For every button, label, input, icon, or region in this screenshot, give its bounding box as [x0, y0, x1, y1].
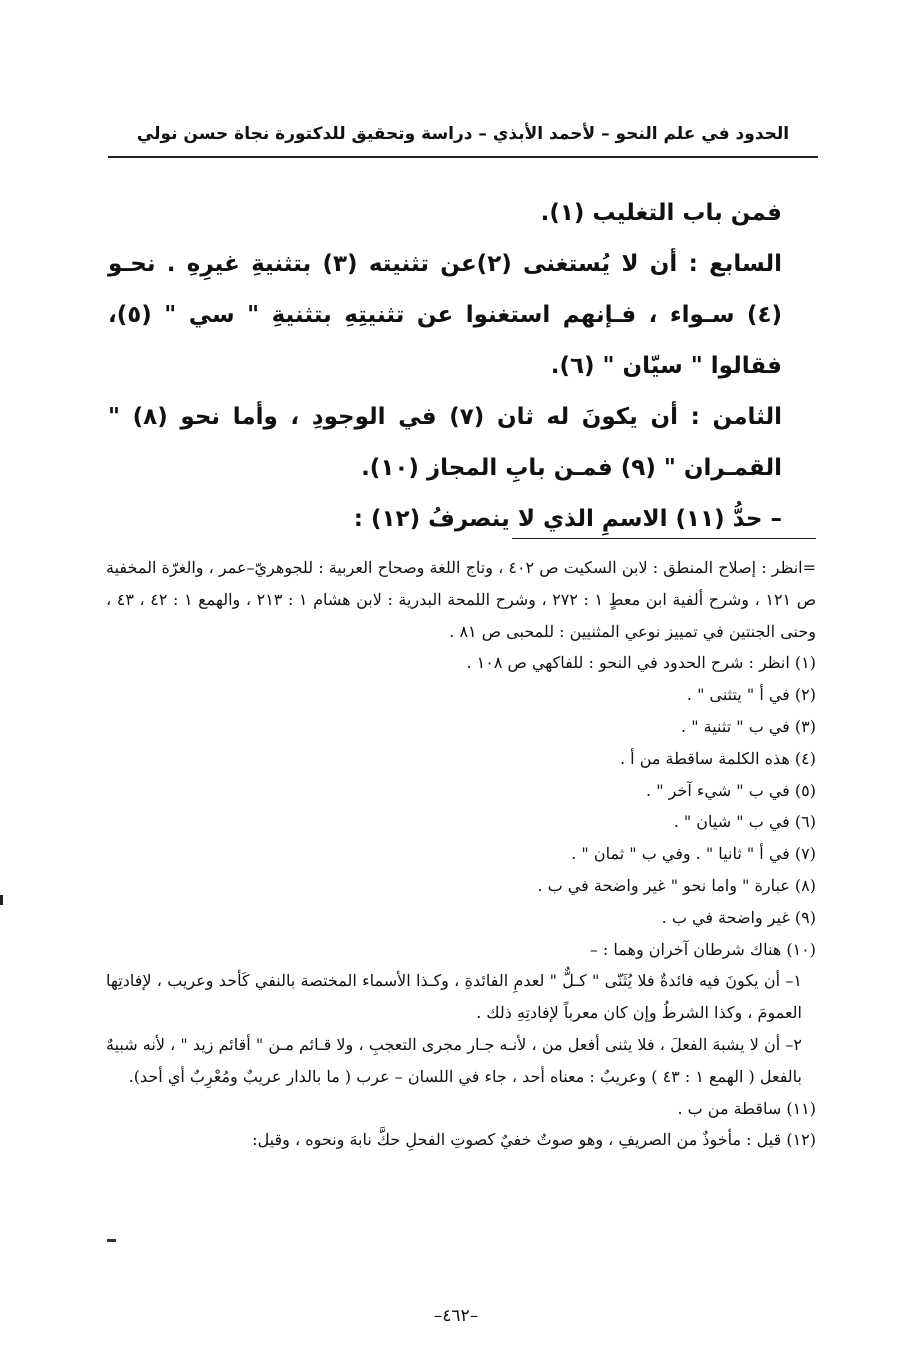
footnote: (٩) غير واضحة في ب . — [661, 907, 816, 927]
footnote: (٥) في ب " شيء آخر " . — [646, 780, 816, 800]
footnote: (٦) في ب " شيان " . — [673, 812, 816, 832]
footnote-rule — [512, 538, 816, 539]
footnote: (٤) هذه الكلمة ساقطة من أ . — [619, 748, 816, 768]
header-rule — [108, 156, 818, 158]
footnote: (٨) عبارة " واما نحو " غير واضحة في ب . — [537, 875, 816, 895]
footnote: (١) انظر : شرح الحدود في النحو : للفاكهي ص ١٠٨ . — [466, 653, 816, 673]
body-line: فمن باب التغليب (١). — [540, 200, 782, 226]
section-heading: – حدُّ (١١) الاسمِ الذي لا ينصرفُ (١٢) : — [353, 506, 782, 532]
footnote-subitem: ٢– أن لا يشبهَ الفعلَ ، فلا يثنى أفعل من ، لأنـه جـار مجرى التعجبِ ، ولا قـائم مـن " أقائم زيد " ، لأنه شبيهٌ بالفعل ( الهمع ١ : ٤٣ ) وعريبٌ : معناه أحد ، جاء في اللسان – عرب ( ما بالدار عريبٌ ومُعْرِبٌ أي أحد). — [106, 1034, 802, 1086]
footnote: (٣) في ب " تثنية " . — [681, 716, 816, 736]
footnote: (١٠) هناك شرطان آخران وهما : – — [589, 939, 816, 959]
main-text — [108, 188, 814, 545]
footnote: (٢) في أ " يتثنى " . — [686, 685, 816, 705]
footnote-continuation: =انظر : إصلاح المنطق : لابن السكيت ص ٤٠٢ ، وتاج اللغة وصحاح العربية : للجوهريّ–عمر ، والغرّة المخفية ص ١٢١ ، وشرح ألفية ابن معطٍ ١ : ٢٧٢ ، وشرح اللمحة البدرية : لابن هشام ١ : ٢١٣ ، والهمع ١ : ٤٢ ، ٤٣ ، وحنى الجنتين في تمييز نوعي المثنيين : للمحبى ص ٨١ . — [106, 558, 817, 641]
scan-edge-mark — [0, 895, 3, 905]
body-paragraph: السابع : أن لا يُستغنى (٢)عن تثنيته (٣) بتثنيةِ غيرِهِ . نحـو (٤) سـواء ، فـإنهم استغنوا عن تثنيتِهِ بتثنيةِ " سي " (٥)، فقالوا " سيّان " (٦). — [108, 251, 782, 379]
footnote: (١١) ساقطة من ب . — [677, 1098, 816, 1118]
running-header: الحدود في علم النحو – لأحمد الأبذي – دراسة وتحقيق للدكتورة نجاة حسن نولي — [136, 124, 790, 144]
footnote: (٧) في أ " ثانيا " . وفي ب " ثمان " . — [571, 844, 816, 864]
footnotes — [106, 552, 816, 1156]
footnote: (١٢) قيل : مأخوذٌ من الصريفِ ، وهو صوتٌ خفيٌ كصوتِ الفحلِ حكَّ نابهَ ونحوه ، وقيل: — [252, 1130, 816, 1150]
body-paragraph: الثامن : أن يكونَ له ثان (٧) في الوجودِ ، وأما نحو (٨) " القمـران " (٩) فمـن بابِ المجاز (١٠). — [108, 404, 782, 481]
page-number: –٤٦٢– — [433, 1306, 479, 1326]
footnote-subitem: ١– أن يكونَ فيه فائدةٌ فلا يُثَنّى " كـلٌّ " لعدمِ الفائدةِ ، وكـذا الأسماء المختصة بالنفي كَأحد وعريب ، لإفادتِها العمومَ ، وكذا الشرطُ وإن كان معرباً لإفادتِهِ ذلك . — [106, 971, 802, 1023]
continuation-mark — [107, 1239, 116, 1242]
